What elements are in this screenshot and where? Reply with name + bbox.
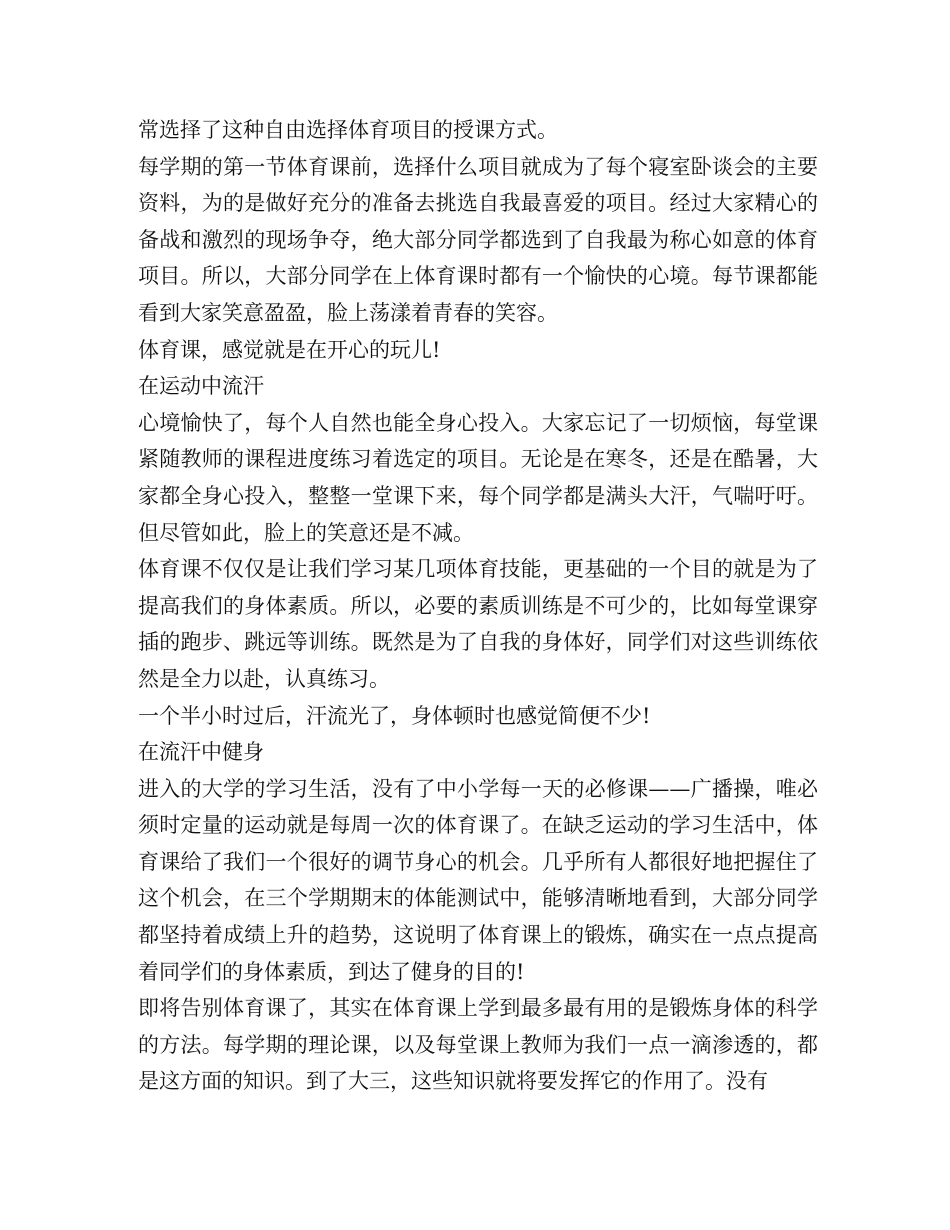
section-heading: 在运动中流汗 — [138, 374, 264, 399]
paragraph: 心境愉快了，每个人自然也能全身心投入。大家忘记了一切烦恼，每堂课紧随教师的课程进度练习着选定的项目。无论是在寒冬，还是在酷暑，大家都全身心投入，整整一堂课下来，每个同学都是满头大汗，气喘吁吁。但尽管如此，脸上的笑意还是不减。 — [138, 410, 818, 545]
document-body — [138, 112, 818, 1100]
paragraph: 常选择了这种自由选择体育项目的授课方式。 — [138, 118, 558, 142]
paragraph: 体育课不仅仅是让我们学习某几项体育技能，更基础的一个目的就是为了提高我们的身体素质。所以，必要的素质训练是不可少的，比如每堂课穿插的跑步、跳远等训练。既然是为了自我的身体好，同学们对这些训练依然是全力以赴，认真练习。 — [138, 557, 818, 691]
paragraph: 体育课，感觉就是在开心的玩儿! — [138, 337, 441, 362]
paragraph: 每学期的第一节体育课前，选择什么项目就成为了每个寝室卧谈会的主要资料，为的是做好充分的准备去挑选自我最喜爱的项目。经过大家精心的备战和激烈的现场争夺，绝大部分同学都选到了自我最为称心如意的体育项目。所以，大部分同学在上体育课时都有一个愉快的心境。每节课都能看到大家笑意盈盈，脸上荡漾着青春的笑容。 — [138, 154, 818, 325]
section-heading: 在流汗中健身 — [138, 740, 264, 765]
paragraph: 进入的大学的学习生活，没有了中小学每一天的必修课——广播操，唯必须时定量的运动就是每周一次的体育课了。在缺乏运动的学习生活中，体育课给了我们一个很好的调节身心的机会。几乎所有人都很好地把握住了这个机会，在三个学期期末的体能测试中，能够清晰地看到，大部分同学都坚持着成绩上升的趋势，这说明了体育课上的锻炼，确实在一点点提高着同学们的身体素质，到达了健身的目的! — [138, 776, 818, 984]
paragraph: 即将告别体育课了，其实在体育课上学到最多最有用的是锻炼身体的科学的方法。每学期的理论课，以及每堂课上教师为我们一点一滴渗透的，都是这方面的知识。到了大三，这些知识就将要发挥它的作用了。没有 — [138, 996, 818, 1094]
paragraph: 一个半小时过后，汗流光了，身体顿时也感觉简便不少! — [138, 703, 651, 728]
